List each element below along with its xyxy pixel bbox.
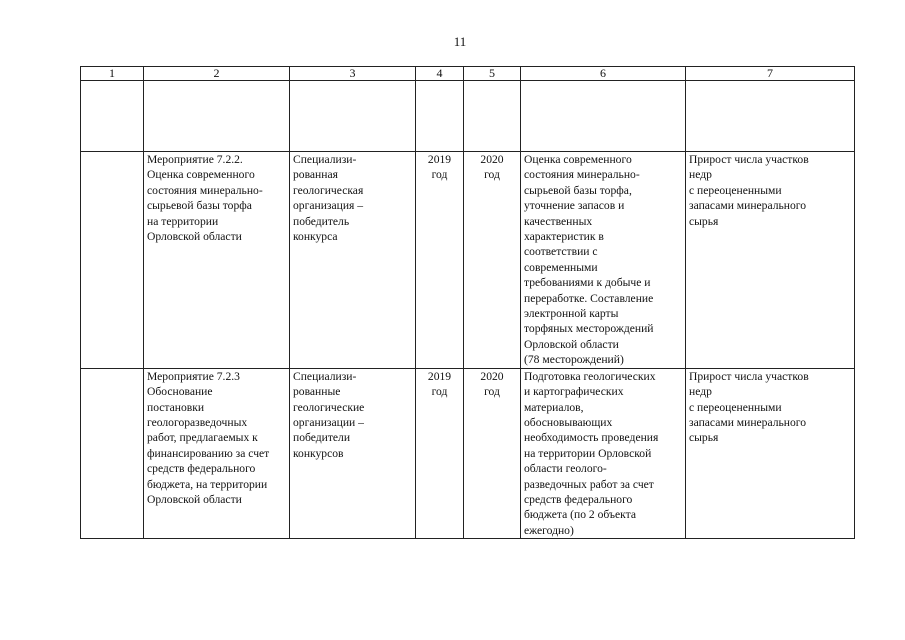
cell-text-line: электронной карты xyxy=(524,307,619,321)
cell-text-line: качественных xyxy=(524,214,593,228)
cell-text-line: соответствии с xyxy=(524,245,598,259)
measure-cell xyxy=(144,152,290,369)
year-value: 2020 xyxy=(480,369,504,383)
cell-text-line: Прирост числа участков xyxy=(689,153,809,166)
column-number-row xyxy=(81,67,855,81)
cell-text-line: сырьевой базы торфа xyxy=(147,199,252,213)
cell-text-line: и картографических xyxy=(524,385,624,399)
cell-text-line: запасами минерального xyxy=(689,415,807,429)
cell-text-line: организация – xyxy=(293,199,364,213)
indicator-cell xyxy=(686,152,855,369)
row-number-cell xyxy=(81,368,144,538)
result-cell xyxy=(521,152,686,369)
cell-text-line: недр xyxy=(689,385,712,399)
year-unit: год xyxy=(484,168,500,182)
cell-text-line: Оценка современного xyxy=(524,153,632,166)
cell-text-line: Подготовка геологических xyxy=(524,369,656,383)
result-cell xyxy=(521,368,686,538)
column-number-cell: 2 xyxy=(144,67,290,81)
cell-text-line: сырья xyxy=(689,431,719,445)
cell-text-line: победители xyxy=(293,431,351,445)
empty-cell xyxy=(686,81,855,152)
cell-text-line: необходимость проведения xyxy=(524,431,659,445)
cell-text-line: состояния минерально- xyxy=(147,183,263,197)
column-number-cell: 3 xyxy=(290,67,416,81)
cell-text-line: (78 месторождений) xyxy=(524,353,624,367)
end-year-cell xyxy=(464,368,521,538)
executor-cell xyxy=(290,152,416,369)
cell-text-line: геологическая xyxy=(293,183,364,197)
cell-text-line: Орловской области xyxy=(147,230,242,244)
cell-text-line: с переоцененными xyxy=(689,183,782,197)
cell-text-line: геологоразведочных xyxy=(147,415,248,429)
cell-text-line: Специализи- xyxy=(293,153,357,166)
column-number-cell: 7 xyxy=(686,67,855,81)
year-value: 2020 xyxy=(480,153,504,166)
column-number-cell: 5 xyxy=(464,67,521,81)
cell-text-line: запасами минерального xyxy=(689,199,807,213)
table-row xyxy=(81,152,855,369)
column-number-cell: 1 xyxy=(81,67,144,81)
year-unit: год xyxy=(431,385,448,399)
cell-text-line: современными xyxy=(524,260,598,274)
cell-text-line: с переоцененными xyxy=(689,400,782,414)
measures-table xyxy=(80,66,855,539)
empty-cell xyxy=(464,81,521,152)
cell-text-line: на территории Орловской xyxy=(524,446,652,460)
cell-text-line: организации – xyxy=(293,415,364,429)
cell-text-line: разведочных работ за счет xyxy=(524,477,654,491)
cell-text-line: обосновывающих xyxy=(524,415,613,429)
page-number: 11 xyxy=(453,34,467,49)
start-year-cell xyxy=(416,368,464,538)
year-value: 2019 xyxy=(427,153,452,166)
cell-text-line: характеристик в xyxy=(524,230,604,244)
cell-text-line: конкурсов xyxy=(293,446,344,460)
cell-text-line: на территории xyxy=(147,214,219,228)
indicator-cell xyxy=(686,368,855,538)
cell-text-line: конкурса xyxy=(293,230,338,244)
empty-cell xyxy=(416,81,464,152)
cell-text-line: торфяных месторождений xyxy=(524,322,654,336)
column-number-cell: 4 xyxy=(416,67,464,81)
cell-text-line: средств федерального xyxy=(147,462,256,476)
cell-text-line: постановки xyxy=(147,400,205,414)
cell-text-line: области геолого- xyxy=(524,462,607,476)
end-year-cell xyxy=(464,152,521,369)
cell-text-line: работ, предлагаемых к xyxy=(147,431,258,445)
cell-text-line: недр xyxy=(689,168,712,182)
measure-cell xyxy=(144,368,290,538)
cell-text-line: Мероприятие 7.2.3 xyxy=(147,369,240,383)
cell-text-line: переработке. Составление xyxy=(524,291,654,305)
cell-text-line: рованные xyxy=(293,385,341,399)
cell-text-line: Мероприятие 7.2.2. xyxy=(147,153,243,166)
empty-cell xyxy=(290,81,416,152)
cell-text-line: Прирост числа участков xyxy=(689,369,809,383)
start-year-cell xyxy=(416,152,464,369)
cell-text-line: Обоснование xyxy=(147,385,213,399)
year-unit: год xyxy=(431,168,448,182)
cell-text-line: уточнение запасов и xyxy=(524,199,625,213)
cell-text-line: бюджета (по 2 объекта xyxy=(524,508,636,522)
cell-text-line: материалов, xyxy=(524,400,584,414)
cell-text-line: победитель xyxy=(293,214,350,228)
cell-text-line: средств федерального xyxy=(524,492,633,506)
cell-text-line: сырьевой базы торфа, xyxy=(524,183,632,197)
cell-text-line: финансированию за счет xyxy=(147,446,270,460)
cell-text-line: ежегодно) xyxy=(524,523,574,537)
empty-cell xyxy=(144,81,290,152)
empty-cell xyxy=(521,81,686,152)
cell-text-line: геологические xyxy=(293,400,365,414)
empty-cell xyxy=(81,81,144,152)
row-number-cell xyxy=(81,152,144,369)
cell-text-line: требованиями к добыче и xyxy=(524,276,651,290)
cell-text-line: Специализи- xyxy=(293,369,357,383)
cell-text-line: Орловской области xyxy=(524,337,619,351)
cell-text-line: состояния минерально- xyxy=(524,168,640,182)
year-unit: год xyxy=(484,385,500,399)
empty-row xyxy=(81,81,855,152)
cell-text-line: бюджета, на территории xyxy=(147,477,268,491)
cell-text-line: сырья xyxy=(689,214,719,228)
executor-cell xyxy=(290,368,416,538)
cell-text-line: рованная xyxy=(293,168,338,182)
table-row xyxy=(81,368,855,538)
cell-text-line: Оценка современного xyxy=(147,168,255,182)
cell-text-line: Орловской области xyxy=(147,492,242,506)
column-number-cell: 6 xyxy=(521,67,686,81)
year-value: 2019 xyxy=(427,369,452,383)
